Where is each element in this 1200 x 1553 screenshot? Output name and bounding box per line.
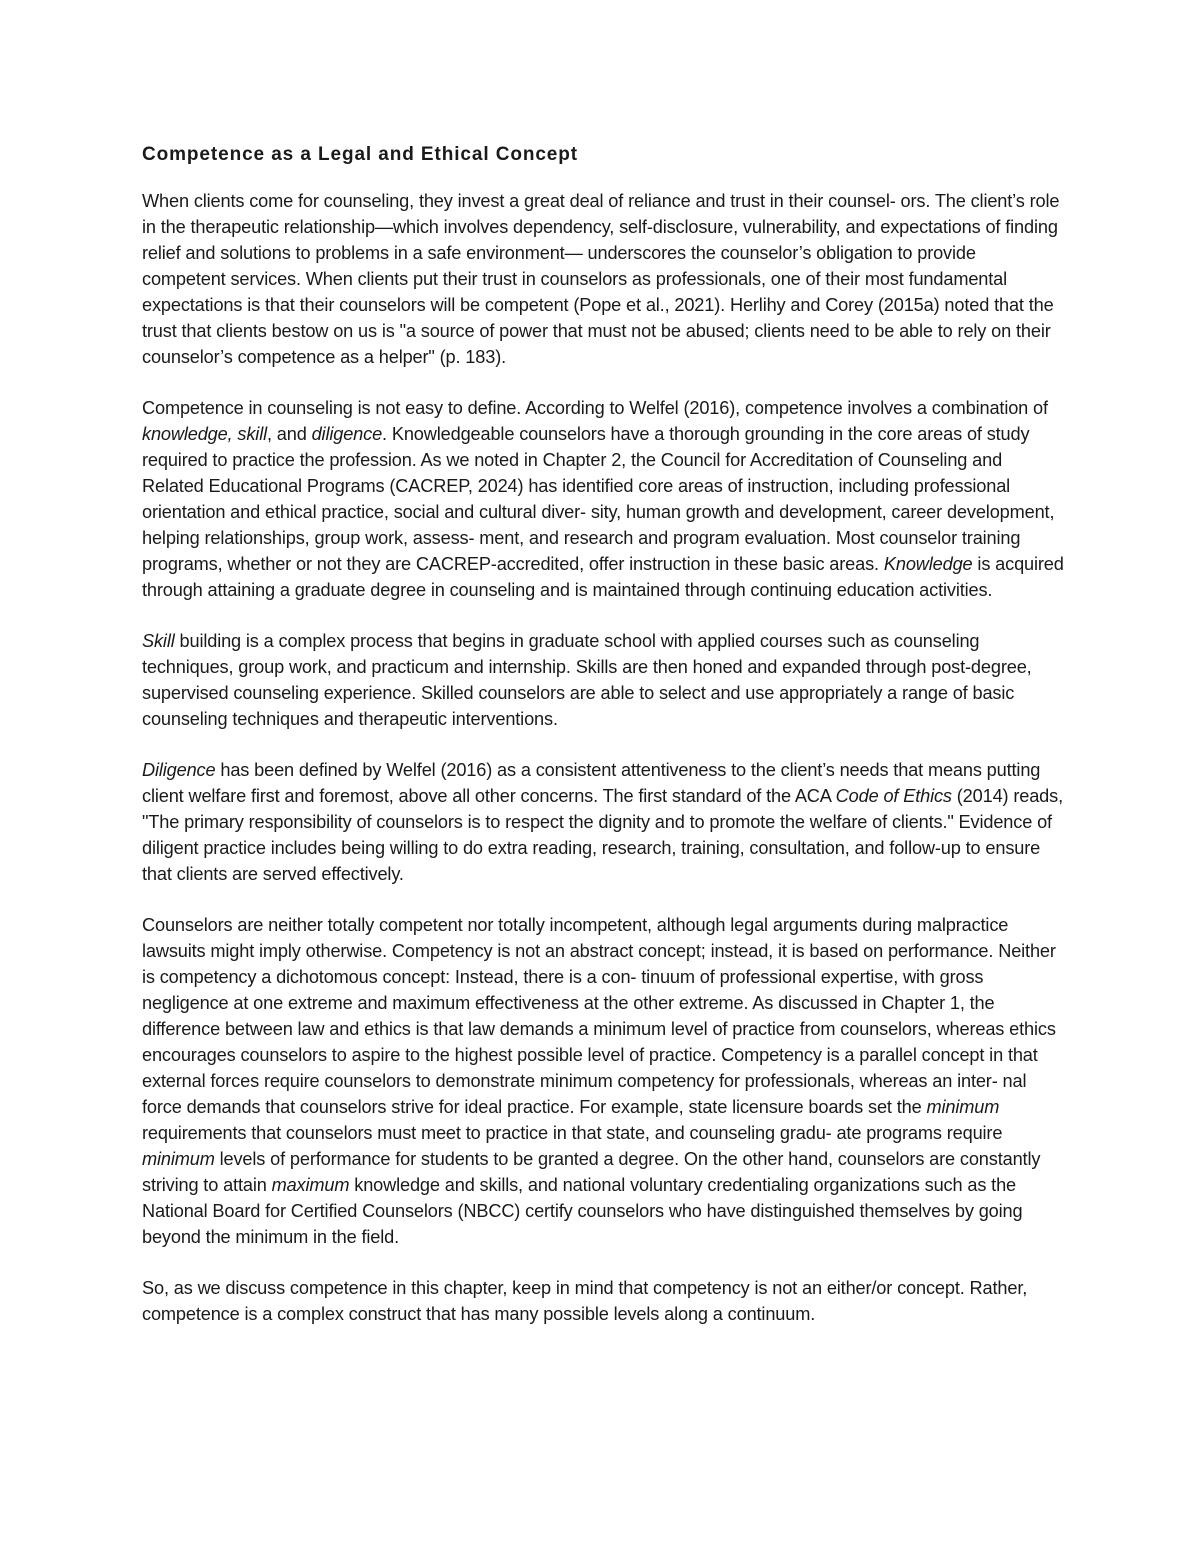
paragraph <box>142 912 1064 1250</box>
italic-text: Skill <box>142 631 175 651</box>
italic-text: minimum <box>142 1149 215 1169</box>
paragraph <box>142 1275 1064 1327</box>
text-run: So, as we discuss competence in this chapter, keep in mind that competency is not an either/or concept. Rather, competence is a complex construct that has many possible levels along a continuum. <box>142 1278 1028 1324</box>
text-run: knowledge and skills, and national voluntary credentialing organizations such as the National Board for Certified Counselors (NBCC) certify counselors who have distinguished themselves by going beyond the minimum in the field. <box>142 1175 1023 1247</box>
text-run: has been defined by Welfel (2016) as a consistent attentiveness to the client’s needs that means putting client welfare first and foremost, above all other concerns. The first standard of the ACA <box>142 760 1041 806</box>
italic-text: Knowledge <box>883 554 973 574</box>
text-run: requirements that counselors must meet to practice in that state, and counseling gradu- ate programs require <box>142 1123 1003 1143</box>
document-page <box>142 142 1064 1352</box>
paragraph <box>142 757 1064 887</box>
text-run: Competence in counseling is not easy to define. According to Welfel (2016), competence involves a combination of <box>142 398 1048 418</box>
text-run: (2014) reads, "The primary responsibility of counselors is to respect the dignity and to promote the welfare of clients." Evidence of diligent practice includes being willing to do extra reading, research, training, consultation, and follow-up to ensure that clients are served effectively. <box>142 786 1063 884</box>
text-run: . Knowledgeable counselors have a thorough grounding in the core areas of study required to practice the profession. As we noted in Chapter 2, the Council for Accreditation of Counseling and Related Educational Programs (CACREP, 2024) has identified core areas of instruction, including professional orientation and ethical practice, social and cultural diver- sity, human growth and development, career development, helping relationships, group work, assess- ment, and research and program evaluation. Most counselor training programs, whether or not they are CACREP-accredited, offer instruction in these basic areas. <box>142 424 1055 574</box>
text-run: , and <box>266 424 312 444</box>
text-run: levels of performance for students to be granted a degree. On the other hand, counselors are constantly striving to attain <box>142 1149 1041 1195</box>
text-run: When clients come for counseling, they invest a great deal of reliance and trust in their counsel- ors. The client’s role in the therapeutic relationship—which involves dependency, self-disclosure, vulnerability, and expectations of finding relief and solutions to problems in a safe environment— underscores the counselor’s obligation to provide competent services. When clients put their trust in counselors as professionals, one of their most fundamental expectations is that their counselors will be competent (Pope et al., 2021). Herlihy and Corey (2015a) noted that the trust that clients bestow on us is "a source of power that must not be abused; clients need to be able to rely on their counselor’s competence as a helper" (p. 183). <box>142 191 1060 367</box>
paragraph <box>142 395 1064 603</box>
italic-text: Code of Ethics <box>835 786 952 806</box>
text-run: building is a complex process that begins in graduate school with applied courses such as counseling techniques, group work, and practicum and internship. Skills are then honed and expanded through post-degree, supervised counseling experience. Skilled counselors are able to select and use appropriately a range of basic counseling techniques and therapeutic interventions. <box>142 631 1032 729</box>
text-run: is acquired through attaining a graduate degree in counseling and is maintained through continuing education activities. <box>142 554 1064 600</box>
document-body <box>142 188 1064 1327</box>
italic-text: Diligence <box>142 760 216 780</box>
text-run: Counselors are neither totally competent nor totally incompetent, although legal arguments during malpractice lawsuits might imply otherwise. Competency is not an abstract concept; instead, it is based on performance. Neither is competency a dichotomous concept: Instead, there is a con- tinuum of professional expertise, with gross negligence at one extreme and maximum effectiveness at the other extreme. As discussed in Chapter 1, the difference between law and ethics is that law demands a minimum level of practice from counselors, whereas ethics encourages counselors to aspire to the highest possible level of practice. Competency is a parallel concept in that external forces require counselors to demonstrate minimum competency for professionals, whereas an inter- nal force demands that counselors strive for ideal practice. For example, state licensure boards set the <box>142 915 1056 1117</box>
italic-text: diligence <box>311 424 383 444</box>
italic-text: minimum <box>926 1097 1000 1117</box>
document-title: Competence as a Legal and Ethical Concept <box>142 144 579 165</box>
italic-text: knowledge, skill <box>142 424 267 444</box>
italic-text: maximum <box>271 1175 350 1195</box>
paragraph <box>142 628 1064 732</box>
paragraph <box>142 188 1064 370</box>
